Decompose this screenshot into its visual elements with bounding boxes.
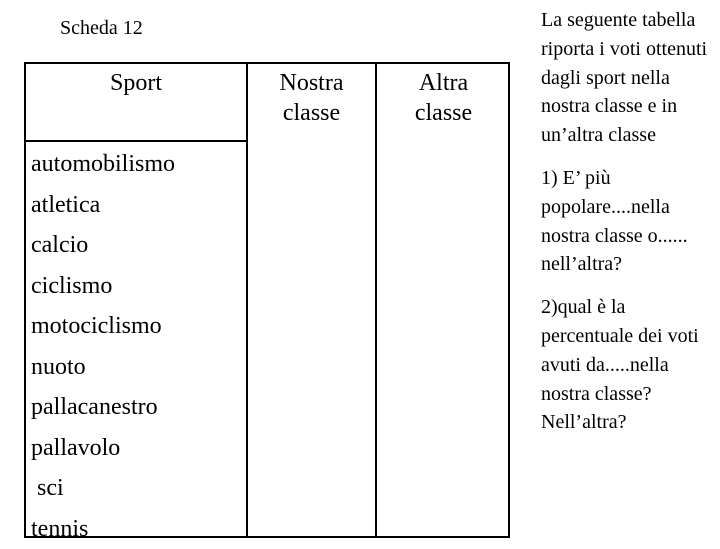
instructions-intro: La seguente tabella riporta i voti ottenuti dagli sport nella nostra classe e in un’altra classe: [541, 6, 720, 150]
instructions-panel: [541, 6, 720, 451]
header-sport-label: Sport: [26, 68, 246, 98]
question-2: 2)qual è la percentuale dei voti avuti da.....nella nostra classe? Nell’altra?: [541, 293, 720, 437]
header-altra-line2: classe: [377, 98, 510, 128]
header-altra-line1: Altra: [377, 68, 510, 98]
sport-item: atletica: [31, 185, 175, 226]
table-column-divider-1: [246, 62, 248, 538]
sport-item: ciclismo: [31, 266, 175, 307]
sport-item: sci: [31, 468, 175, 509]
question-1: 1) E’ più popolare....nella nostra classe o...... nell’altra?: [541, 164, 720, 279]
header-nostra-line1: Nostra: [248, 68, 375, 98]
header-nostra-line2: classe: [248, 98, 375, 128]
sport-item: automobilismo: [31, 144, 175, 185]
sport-item: tennis: [31, 509, 175, 549]
sport-item: nuoto: [31, 347, 175, 388]
sport-item: pallacanestro: [31, 387, 175, 428]
sport-item: pallavolo: [31, 428, 175, 469]
sheet-title: Scheda 12: [60, 16, 143, 40]
sport-header-divider: [24, 140, 248, 142]
sport-item: calcio: [31, 225, 175, 266]
sport-item: motociclismo: [31, 306, 175, 347]
header-sport: [26, 68, 246, 98]
header-nostra-classe: [248, 68, 375, 128]
sport-list: [31, 144, 175, 549]
header-altra-classe: [377, 68, 510, 128]
table-column-divider-2: [375, 62, 377, 538]
